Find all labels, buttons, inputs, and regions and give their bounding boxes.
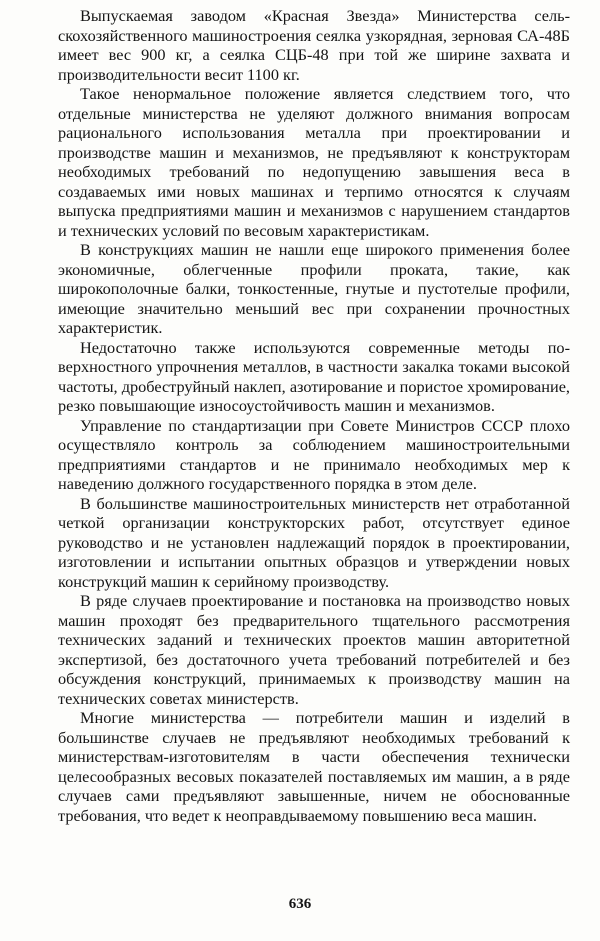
paragraph: Такое ненормальное положение является следствием того, что отдельные министерства не уделяют должного внимания вопросам рационального использования металла при проектировании и производстве машин и механизмов, не предъявляют к конструкторам необходимых требований по недопущению завышения веса в создаваемых ими новых машинах и терпимо относятся к случаям выпуска предприятиями машин и механизмов с нарушением стандартов и технических условий по весовым характеристикам. bbox=[58, 84, 570, 240]
paragraph: Многие министерства — потребители машин и изделий в большинстве случаев не предъявляют необходимых требований к министерствам-изготовителям в части обеспечения технически целесообразных весовых показателей поставляемых им машин, а в ряде случаев сами предъявляют завышенные, ничем не обоснованные требования, что ведет к неоправдываемому повышению веса машин. bbox=[58, 708, 570, 825]
paragraph: Управление по стандартизации при Совете Министров СССР плохо осуществляло контроль за соблюдением машиностроительными предприятиями стандартов и не принимало необходимых мер к наведению должного государственного порядка в этом деле. bbox=[58, 415, 570, 493]
body-text bbox=[58, 6, 570, 825]
paragraph: В большинстве машиностроительных министерств нет отработанной четкой организации конструкторских работ, отсутствует единое руководство и не установлен надлежащий порядок в проектировании, изготовлении и испытании опытных образцов и утверждении новых конструкций машин к серийному производству. bbox=[58, 493, 570, 591]
page-number: 636 bbox=[288, 896, 312, 912]
paragraph: В конструкциях машин не нашли еще широкого применения более экономичные, облегченные профили проката, такие, как широкополочные балки, тонкостенные, гнутые и пустотелые профили, имеющие значительно меньший вес при сохранении прочностных характеристик. bbox=[58, 240, 570, 337]
paragraph: Недостаточно также используются современные методы поверхностного упрочнения металлов, в частности закалка токами высокой частоты, дробеструйный наклеп, азотирование и пористое хромирование, резко повышающие износоустойчивость машин и механизмов. bbox=[58, 337, 570, 415]
paragraph: В ряде случаев проектирование и постановка на производство новых машин проходят без предварительного тщательного рассмотрения технических заданий и технических проектов машин авторитетной экспертизой, без достаточного учета требований потребителей и без обсуждения конструкций, принимаемых к производству машин на технических советах министерств. bbox=[58, 591, 570, 708]
paragraph: Выпускаемая заводом «Красная Звезда» Министерства сельскохозяйственного машиностроения сеялка узкорядная, зерновая СА-48Б имеет вес 900 кг, а сеялка СЦБ-48 при той же ширине захвата и производительности весит 1100 кг. bbox=[58, 6, 570, 84]
